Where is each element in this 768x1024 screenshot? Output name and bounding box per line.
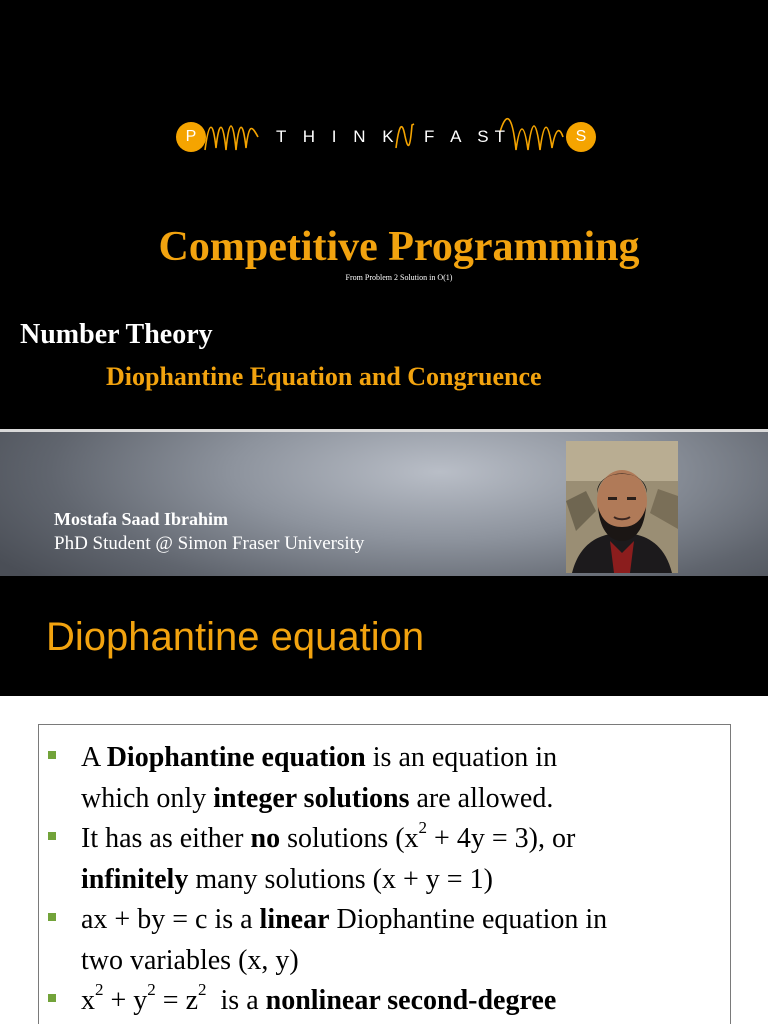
presentation-title: Competitive Programming — [158, 224, 640, 270]
topic-subheading: Diophantine Equation and Congruence — [106, 362, 542, 391]
bullet-square-icon — [48, 832, 56, 840]
bullet-text: A Diophantine equation is an equation in which only integer solutions are allowed. — [81, 742, 558, 814]
presentation-subtitle: From Problem 2 Solution in O(1) — [345, 273, 453, 282]
content-slide-title: Diophantine equation — [46, 615, 425, 659]
author-name: Mostafa Saad Ibrahim — [54, 509, 229, 529]
logo-letter-s: S — [566, 122, 596, 152]
topic-heading: Number Theory — [20, 319, 213, 350]
author-role: PhD Student @ Simon Fraser University — [54, 533, 365, 554]
bullet-square-icon — [48, 913, 56, 921]
author-photo — [566, 441, 678, 573]
logo-word-fast: F A ST — [424, 127, 512, 146]
bullet-text: It has as either no solutions $(x^2 + 4y = 3)$, or infinitely many solutions (x + y = 1) — [81, 817, 576, 895]
bullet-text: ax + by = c is a linear Diophantine equation in two variables (x, y) — [81, 904, 608, 976]
bullet-text: $x^2 + y^2 = z^2$ is a nonlinear second-degree — [81, 979, 557, 1016]
bullet-square-icon — [48, 994, 56, 1002]
logo-word-think: T H I N K — [276, 127, 400, 146]
author-portrait-icon — [566, 441, 678, 573]
bullet-square-icon — [48, 751, 56, 759]
logo-letter-p: P — [176, 122, 206, 152]
think-fast-wave-logo — [0, 0, 768, 200]
